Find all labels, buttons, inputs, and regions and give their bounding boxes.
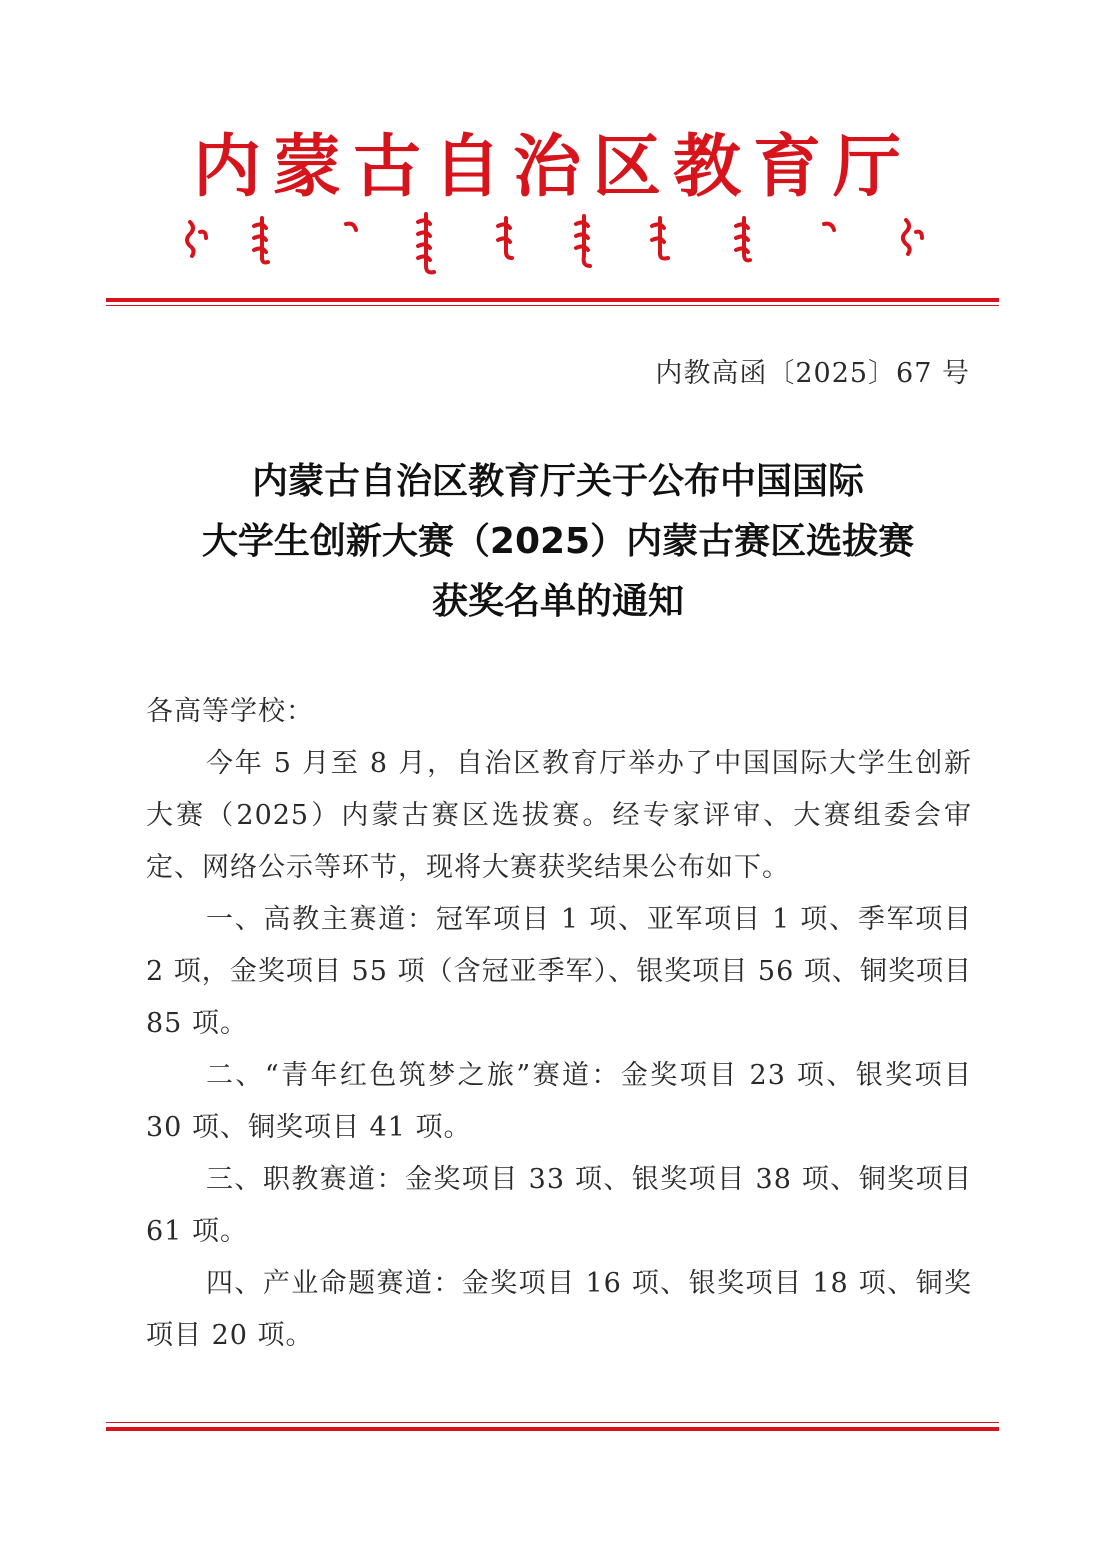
body-paragraph-industry-track: 四、产业命题赛道：金奖项目 16 项、银奖项目 18 项、铜奖项目 20 项。: [146, 1268, 972, 1351]
body-paragraph-intro: 今年 5 月至 8 月，自治区教育厅举办了中国国际大学生创新大赛（2025）内蒙古赛区选拔赛。经专家评审、大赛组委会审定、网络公示等环节，现将大赛获奖结果公布如下。: [146, 748, 972, 883]
title-line-3: 获奖名单的通知: [431, 581, 684, 622]
body-paragraph-higher-ed-track: 一、高教主赛道：冠军项目 1 项、亚军项目 1 项、季军项目 2 项，金奖项目 55 项（含冠亚季军）、银奖项目 56 项、铜奖项目 85 项。: [146, 904, 972, 1039]
title-line-1: 内蒙古自治区教育厅关于公布中国国际: [251, 461, 864, 502]
salutation: 各高等学校：: [146, 696, 314, 727]
body-paragraph-red-dream-track: 二、“青年红色筑梦之旅”赛道：金奖项目 23 项、银奖项目 30 项、铜奖项目 41 项。: [146, 1060, 972, 1143]
mongolian-script-emblem: [170, 208, 936, 280]
body-paragraph-vocational-track: 三、职教赛道：金奖项目 33 项、银奖项目 38 项、铜奖项目 61 项。: [146, 1164, 972, 1247]
letterhead-org-name: 内蒙古自治区教育厅: [192, 128, 913, 207]
title-line-2: 大学生创新大赛（2025）内蒙古赛区选拔赛: [201, 521, 915, 562]
document-number: 内教高函〔2025〕67 号: [655, 358, 970, 389]
document-title: [120, 452, 996, 632]
document-body: [146, 686, 972, 1362]
footer-divider: [106, 1422, 999, 1431]
